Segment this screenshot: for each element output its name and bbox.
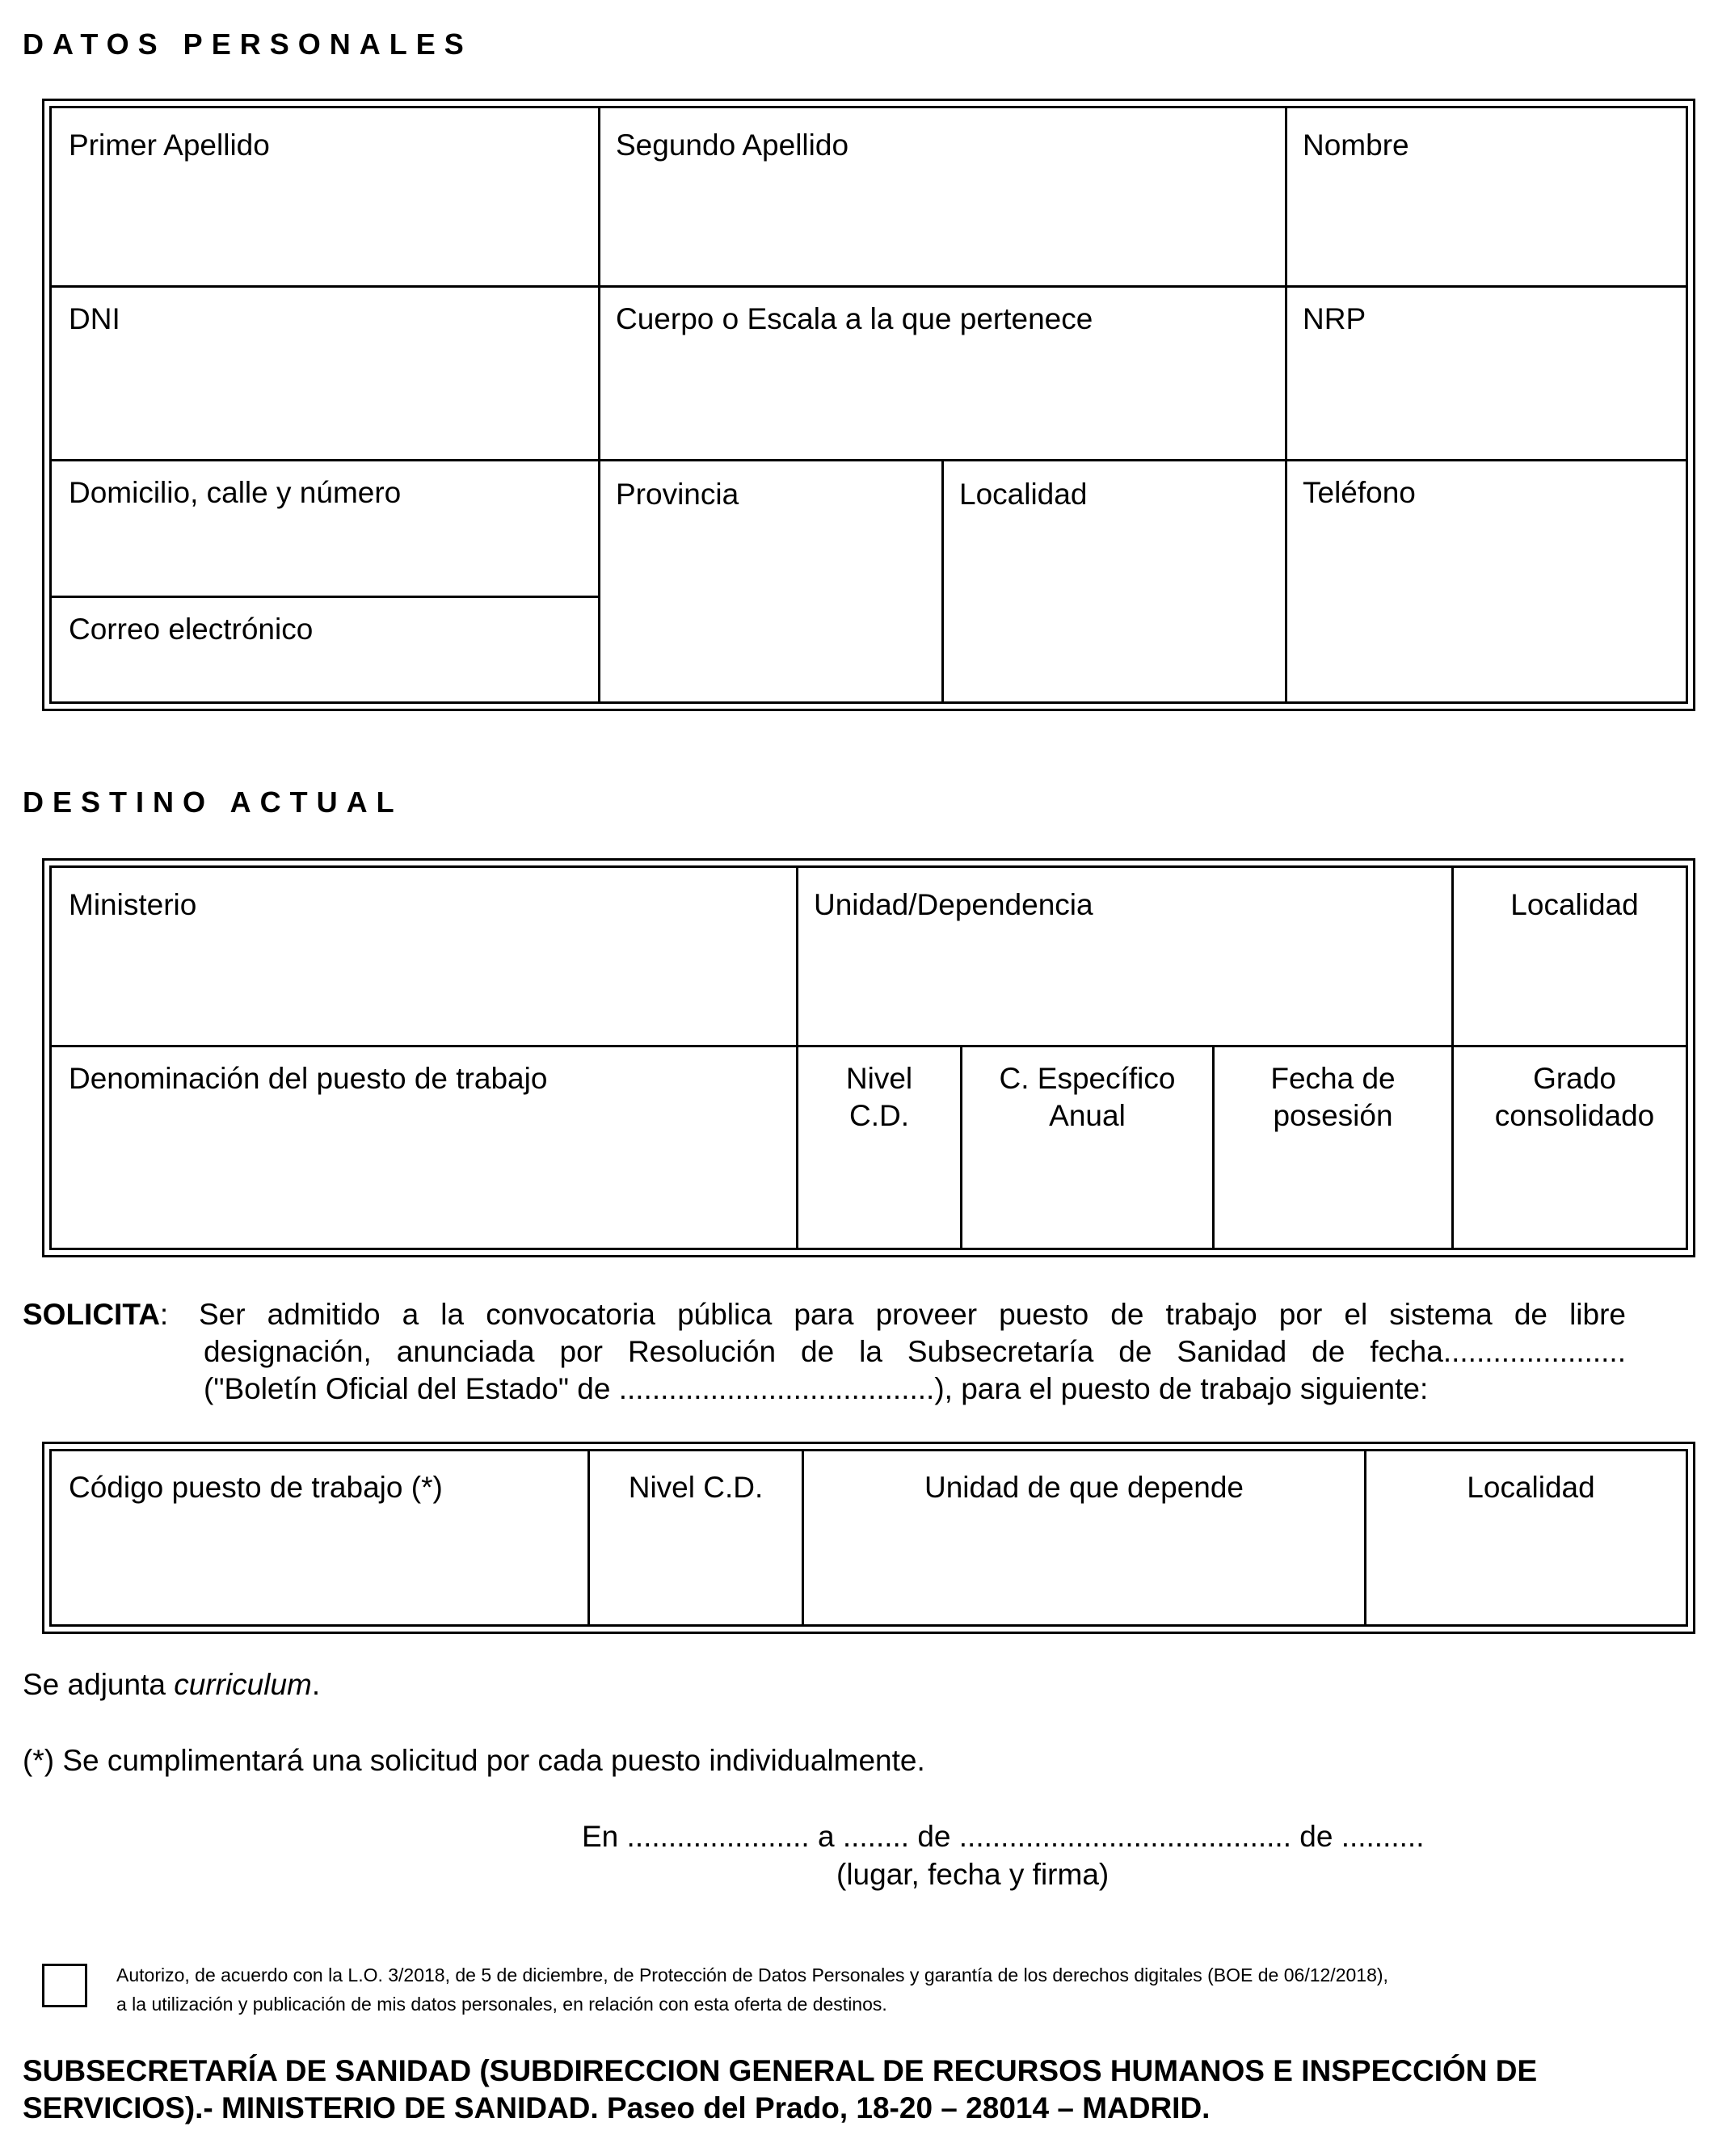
- solicita-colon: :: [159, 1298, 169, 1331]
- localidad-field[interactable]: Localidad: [959, 478, 1088, 511]
- autorizo-text-2: a la utilización y publicación de mis datos personales, en relación con esta oferta de destinos.: [116, 1994, 887, 2015]
- nivel-cd-field[interactable]: [798, 1060, 960, 1135]
- footer-address-2: SERVICIOS).- MINISTERIO DE SANIDAD. Paseo del Prado, 18-20 – 28014 – MADRID.: [23, 2091, 1211, 2124]
- nota-solicitud: (*) Se cumplimentará una solicitud por cada puesto individualmente.: [23, 1744, 925, 1777]
- firma-lugar-fecha[interactable]: En ...................... a ........ de ........................................ de ..........: [582, 1820, 1425, 1853]
- ministerio-field[interactable]: Ministerio: [69, 888, 197, 921]
- solicita-line-3: ("Boletín Oficial del Estado" de ......................................), para el puesto de trabajo siguiente:: [204, 1372, 1429, 1405]
- c-especifico-anual-field[interactable]: [962, 1060, 1212, 1135]
- c-especifico-label-2: Anual: [1049, 1099, 1126, 1132]
- localidad-solicitada-field[interactable]: Localidad: [1467, 1471, 1595, 1504]
- solicita-heading: [23, 1296, 168, 1333]
- firma-caption: (lugar, fecha y firma): [836, 1858, 1110, 1891]
- adjunta-italic: curriculum: [174, 1668, 312, 1701]
- unidad-depende-field[interactable]: Unidad de que depende: [924, 1471, 1244, 1504]
- nrp-field[interactable]: NRP: [1303, 302, 1366, 335]
- fecha-posesion-label-1: Fecha de: [1270, 1062, 1396, 1095]
- denominacion-puesto-field[interactable]: Denominación del puesto de trabajo: [69, 1062, 548, 1095]
- grado-consolidado-label-1: Grado: [1533, 1062, 1616, 1095]
- nombre-field[interactable]: Nombre: [1303, 128, 1409, 162]
- nivel-cd-label-2: C.D.: [849, 1099, 909, 1132]
- telefono-field[interactable]: Teléfono: [1303, 476, 1416, 509]
- autorizo-text-1: Autorizo, de acuerdo con la L.O. 3/2018, de 5 de diciembre, de Protección de Datos Personales y garantía de los derechos digitales (BOE de 06/12/2018),: [116, 1964, 1388, 1985]
- autorizo-checkbox[interactable]: [42, 1964, 87, 2007]
- destino-actual-table: [42, 858, 1695, 1257]
- solicita-line-1: Ser admitido a la convocatoria pública para proveer puesto de trabajo por el sistema de libre: [199, 1298, 1626, 1331]
- grado-consolidado-label-2: consolidado: [1494, 1099, 1655, 1132]
- adjunta-curriculum-text: [23, 1666, 320, 1703]
- codigo-puesto-field[interactable]: Código puesto de trabajo (*): [69, 1471, 443, 1504]
- domicilio-field[interactable]: Domicilio, calle y número: [69, 476, 402, 509]
- segundo-apellido-field[interactable]: Segundo Apellido: [616, 128, 849, 162]
- correo-electronico-field[interactable]: Correo electrónico: [69, 613, 314, 646]
- dni-field[interactable]: DNI: [69, 302, 120, 335]
- nivel-cd-label-1: Nivel: [845, 1062, 913, 1095]
- localidad-destino-field[interactable]: Localidad: [1510, 888, 1639, 921]
- section-title-datos-personales: DATOS PERSONALES: [23, 27, 473, 61]
- fecha-posesion-label-2: posesión: [1273, 1099, 1393, 1132]
- provincia-field[interactable]: Provincia: [616, 478, 739, 511]
- adjunta-suffix: .: [311, 1668, 321, 1701]
- primer-apellido-field[interactable]: Primer Apellido: [69, 128, 270, 162]
- nivel-cd-solicitado-field[interactable]: Nivel C.D.: [628, 1471, 764, 1504]
- solicita-line-2: designación, anunciada por Resolución de la Subsecretaría de Sanidad de fecha......................: [204, 1335, 1626, 1368]
- section-title-destino-actual: DESTINO ACTUAL: [23, 785, 403, 819]
- datos-personales-table: [42, 99, 1695, 711]
- puesto-solicitado-table: [42, 1442, 1695, 1634]
- fecha-posesion-field[interactable]: [1215, 1060, 1451, 1135]
- solicita-label: SOLICITA: [23, 1298, 160, 1331]
- footer-address-1: SUBSECRETARÍA DE SANIDAD (SUBDIRECCION GENERAL DE RECURSOS HUMANOS E INSPECCIÓN DE: [23, 2054, 1538, 2087]
- c-especifico-label-1: C. Específico: [999, 1062, 1176, 1095]
- unidad-dependencia-field[interactable]: Unidad/Dependencia: [814, 888, 1093, 921]
- cuerpo-escala-field[interactable]: Cuerpo o Escala a la que pertenece: [616, 302, 1093, 335]
- grado-consolidado-field[interactable]: [1454, 1060, 1688, 1135]
- adjunta-prefix: Se adjunta: [23, 1668, 175, 1701]
